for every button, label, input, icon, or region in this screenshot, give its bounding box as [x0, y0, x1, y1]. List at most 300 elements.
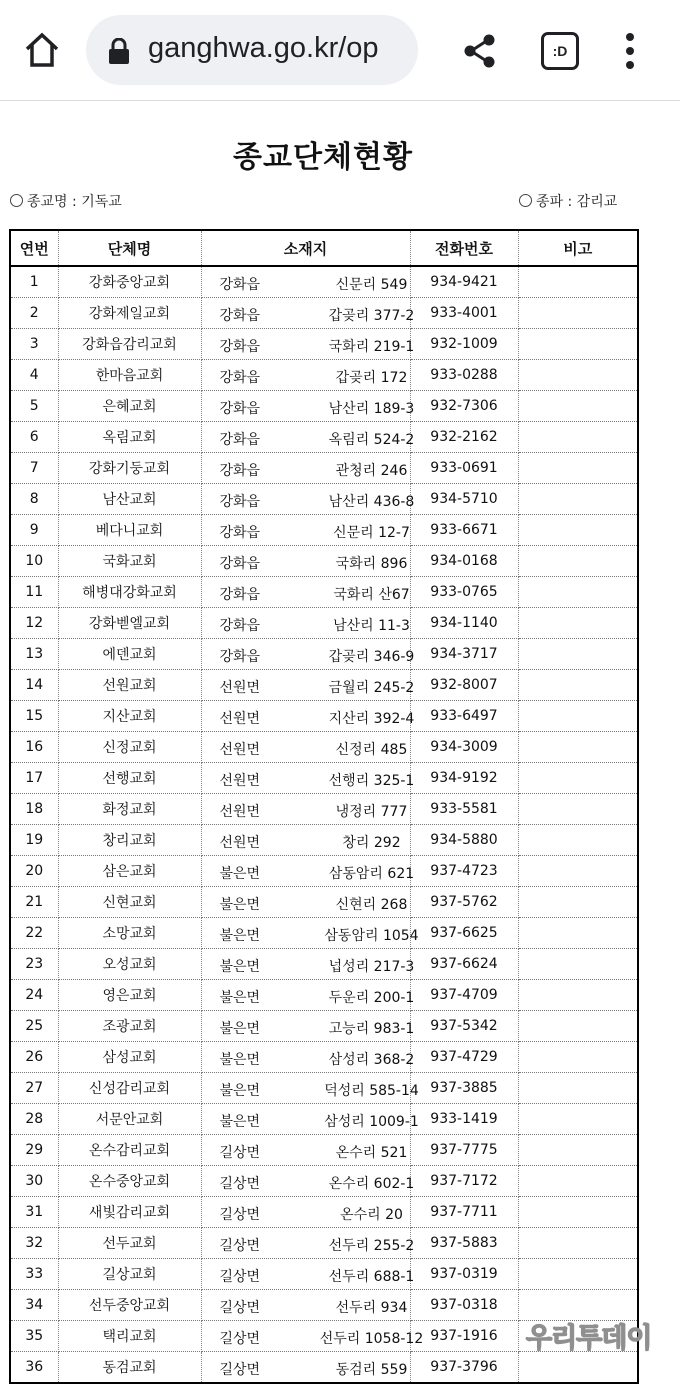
cell-address [201, 1228, 415, 1259]
address-town: 강화읍 [219, 587, 261, 603]
col-header-address: 소재지 [201, 230, 410, 266]
address-lot: 신문리 549 [335, 277, 408, 293]
cell-note [518, 546, 638, 577]
address-town: 길상면 [219, 1300, 261, 1316]
cell-church-name: 남산교회 [58, 484, 201, 515]
address-town: 불은면 [219, 990, 261, 1006]
cell-church-name: 국화교회 [58, 546, 201, 577]
cell-church-name: 선두중앙교회 [58, 1290, 201, 1321]
cell-number: 3 [10, 329, 58, 360]
address-town: 선원면 [219, 742, 261, 758]
address-town: 선원면 [219, 773, 261, 789]
cell-note [518, 484, 638, 515]
address-lot: 삼동암리 1054 [324, 928, 419, 944]
cell-note [518, 763, 638, 794]
cell-church-name: 창리교회 [58, 825, 201, 856]
cell-address [201, 329, 415, 360]
menu-dot [626, 33, 634, 41]
table-row [10, 1135, 638, 1166]
cell-address [201, 980, 415, 1011]
cell-note [518, 980, 638, 1011]
address-lot: 남산리 11-3 [333, 618, 410, 634]
menu-dot [626, 61, 634, 69]
table-row [10, 701, 638, 732]
cell-note [518, 794, 638, 825]
address-lot: 선두리 1058-12 [319, 1331, 424, 1347]
cell-note [518, 825, 638, 856]
cell-number: 12 [10, 608, 58, 639]
address-lot: 관청리 246 [335, 463, 408, 479]
address-town: 강화읍 [219, 277, 261, 293]
cell-address [201, 639, 415, 670]
table-row [10, 670, 638, 701]
cell-note [518, 266, 638, 298]
cell-note [518, 608, 638, 639]
cell-address [201, 391, 415, 422]
table-row [10, 422, 638, 453]
cell-church-name: 영은교회 [58, 980, 201, 1011]
cell-note [518, 391, 638, 422]
cell-phone: 932-1009 [410, 329, 518, 360]
table-row [10, 825, 638, 856]
cell-church-name: 조광교회 [58, 1011, 201, 1042]
table-row [10, 360, 638, 391]
cell-church-name: 강화중앙교회 [58, 266, 201, 298]
cell-phone: 934-5880 [410, 825, 518, 856]
cell-phone: 937-0318 [410, 1290, 518, 1321]
cell-number: 9 [10, 515, 58, 546]
table-row [10, 484, 638, 515]
cell-church-name: 베다니교회 [58, 515, 201, 546]
cell-phone: 933-0691 [410, 453, 518, 484]
address-lot: 신정리 485 [335, 742, 408, 758]
cell-number: 16 [10, 732, 58, 763]
table-header-row [10, 230, 638, 266]
share-icon[interactable] [462, 33, 498, 69]
cell-phone: 934-3717 [410, 639, 518, 670]
cell-phone: 934-3009 [410, 732, 518, 763]
address-town: 강화읍 [219, 463, 261, 479]
cell-number: 19 [10, 825, 58, 856]
cell-address [201, 825, 410, 856]
cell-number: 21 [10, 887, 58, 918]
address-town: 강화읍 [219, 649, 261, 665]
address-lot: 남산리 436-8 [328, 494, 415, 510]
address-town: 길상면 [219, 1176, 261, 1192]
radio-circle-icon [519, 194, 532, 207]
cell-phone: 937-4723 [410, 856, 518, 887]
address-town: 선원면 [219, 804, 261, 820]
cell-phone: 937-6625 [410, 918, 518, 949]
cell-note [518, 918, 638, 949]
cell-phone: 933-5581 [410, 794, 518, 825]
cell-address [201, 856, 415, 887]
cell-address [201, 1259, 415, 1290]
table-row [10, 1228, 638, 1259]
table-row [10, 763, 638, 794]
cell-note [518, 639, 638, 670]
table-row [10, 1166, 638, 1197]
cell-church-name: 강화기둥교회 [58, 453, 201, 484]
lock-icon[interactable] [108, 38, 130, 64]
table-row [10, 856, 638, 887]
cell-church-name: 삼성교회 [58, 1042, 201, 1073]
cell-church-name: 한마음교회 [58, 360, 201, 391]
cell-church-name: 신성감리교회 [58, 1073, 201, 1104]
address-lot: 온수리 20 [340, 1207, 403, 1223]
address-town: 강화읍 [219, 432, 261, 448]
address-town: 선원면 [219, 680, 261, 696]
table-row [10, 391, 638, 422]
address-lot: 넙성리 217-3 [328, 959, 415, 975]
cell-note [518, 1104, 638, 1135]
cell-address [201, 577, 410, 608]
cell-note [518, 1011, 638, 1042]
cell-phone: 937-5342 [410, 1011, 518, 1042]
address-lot: 선두리 255-2 [328, 1238, 415, 1254]
cell-number: 13 [10, 639, 58, 670]
cell-note [518, 1135, 638, 1166]
address-town: 강화읍 [219, 401, 261, 417]
cell-number: 5 [10, 391, 58, 422]
table-row [10, 732, 638, 763]
col-header-note: 비고 [518, 230, 638, 266]
col-header-name: 단체명 [58, 230, 201, 266]
address-town: 불은면 [219, 1114, 261, 1130]
cell-church-name: 택리교회 [58, 1321, 201, 1352]
cell-phone: 937-1916 [410, 1321, 518, 1352]
address-lot: 삼성리 1009-1 [324, 1114, 419, 1130]
cell-address [201, 1104, 419, 1135]
cell-address [201, 732, 410, 763]
cell-phone: 937-7172 [410, 1166, 518, 1197]
cell-phone: 937-4729 [410, 1042, 518, 1073]
cell-phone: 937-6624 [410, 949, 518, 980]
cell-church-name: 새빛감리교회 [58, 1197, 201, 1228]
cell-church-name: 강화읍감리교회 [58, 329, 201, 360]
cell-church-name: 오성교회 [58, 949, 201, 980]
cell-number: 27 [10, 1073, 58, 1104]
cell-phone: 937-4709 [410, 980, 518, 1011]
cell-phone: 937-0319 [410, 1259, 518, 1290]
cell-address [201, 266, 410, 298]
address-town: 선원면 [219, 835, 261, 851]
filter-denomination [519, 191, 617, 211]
address-lot: 국화리 896 [335, 556, 408, 572]
cell-phone: 937-3885 [410, 1073, 518, 1104]
cell-number: 17 [10, 763, 58, 794]
cell-number: 32 [10, 1228, 58, 1259]
cell-church-name: 서문안교회 [58, 1104, 201, 1135]
cell-number: 4 [10, 360, 58, 391]
cell-number: 18 [10, 794, 58, 825]
cell-number: 34 [10, 1290, 58, 1321]
cell-number: 11 [10, 577, 58, 608]
cell-number: 6 [10, 422, 58, 453]
church-directory-table [9, 229, 639, 1384]
cell-note [518, 298, 638, 329]
cell-note [518, 329, 638, 360]
cell-number: 1 [10, 266, 58, 298]
address-town: 길상면 [219, 1331, 261, 1347]
address-lot: 남산리 189-3 [328, 401, 415, 417]
table-row [10, 1259, 638, 1290]
cell-phone: 932-2162 [410, 422, 518, 453]
cell-church-name: 소망교회 [58, 918, 201, 949]
address-town: 강화읍 [219, 525, 261, 541]
cell-phone: 932-8007 [410, 670, 518, 701]
cell-note [518, 1352, 638, 1384]
url-text[interactable]: ganghwa.go.kr/op [148, 32, 379, 64]
address-lot: 창리 292 [342, 835, 401, 851]
address-lot: 동검리 559 [335, 1362, 408, 1378]
address-town: 길상면 [219, 1238, 261, 1254]
cell-number: 10 [10, 546, 58, 577]
cell-church-name: 화정교회 [58, 794, 201, 825]
cell-address [201, 887, 410, 918]
browser-toolbar [0, 0, 680, 101]
cell-church-name: 해병대강화교회 [58, 577, 201, 608]
cell-address [201, 794, 410, 825]
cell-number: 36 [10, 1352, 58, 1384]
cell-address [201, 608, 410, 639]
address-town: 선원면 [219, 711, 261, 727]
cell-number: 8 [10, 484, 58, 515]
address-town: 길상면 [219, 1145, 261, 1161]
table-row [10, 1042, 638, 1073]
cell-note [518, 1166, 638, 1197]
cell-church-name: 동검교회 [58, 1352, 201, 1384]
address-lot: 금월리 245-2 [328, 680, 415, 696]
address-town: 불은면 [219, 866, 261, 882]
cell-church-name: 지산교회 [58, 701, 201, 732]
cell-note [518, 887, 638, 918]
cell-address [201, 1135, 410, 1166]
cell-number: 31 [10, 1197, 58, 1228]
table-row [10, 1197, 638, 1228]
cell-address [201, 422, 415, 453]
address-lot: 선두리 934 [335, 1300, 408, 1316]
cell-note [518, 453, 638, 484]
address-lot: 옥림리 524-2 [328, 432, 415, 448]
cell-number: 15 [10, 701, 58, 732]
cell-number: 35 [10, 1321, 58, 1352]
cell-church-name: 온수중앙교회 [58, 1166, 201, 1197]
cell-number: 20 [10, 856, 58, 887]
cell-church-name: 강화벧엘교회 [58, 608, 201, 639]
table-row [10, 1104, 638, 1135]
address-town: 길상면 [219, 1207, 261, 1223]
cell-number: 26 [10, 1042, 58, 1073]
table-row [10, 608, 638, 639]
cell-phone: 934-9192 [410, 763, 518, 794]
cell-phone: 933-1419 [410, 1104, 518, 1135]
cell-note [518, 670, 638, 701]
cell-phone: 937-5883 [410, 1228, 518, 1259]
cell-address [201, 515, 410, 546]
cell-number: 30 [10, 1166, 58, 1197]
more-vert-icon[interactable] [622, 33, 638, 69]
address-lot: 냉정리 777 [335, 804, 408, 820]
cell-address [201, 546, 410, 577]
address-lot: 삼성리 368-2 [328, 1052, 415, 1068]
address-town: 강화읍 [219, 370, 261, 386]
table-row [10, 266, 638, 298]
address-town: 불은면 [219, 1021, 261, 1037]
table-row [10, 1073, 638, 1104]
tab-switcher-icon[interactable] [541, 32, 579, 70]
cell-number: 14 [10, 670, 58, 701]
page-title: 종교단체현황 [233, 140, 413, 175]
address-town: 강화읍 [219, 339, 261, 355]
filter-religion-label: 종교명 : 기독교 [27, 194, 122, 210]
cell-phone: 933-4001 [410, 298, 518, 329]
cell-note [518, 577, 638, 608]
cell-note [518, 1042, 638, 1073]
tab-switcher-label: :D [541, 32, 579, 70]
cell-address [201, 1166, 415, 1197]
cell-note [518, 1197, 638, 1228]
cell-note [518, 515, 638, 546]
cell-address [201, 360, 410, 391]
address-lot: 신현리 268 [335, 897, 408, 913]
url-bar[interactable] [86, 15, 418, 85]
cell-note [518, 1259, 638, 1290]
table-row [10, 577, 638, 608]
address-town: 불은면 [219, 959, 261, 975]
address-lot: 국화리 산67 [333, 587, 410, 603]
cell-note [518, 360, 638, 391]
address-lot: 삼동암리 621 [328, 866, 415, 882]
cell-number: 25 [10, 1011, 58, 1042]
table-row [10, 298, 638, 329]
table-row [10, 918, 638, 949]
cell-address [201, 949, 415, 980]
table-row [10, 1011, 638, 1042]
cell-address [201, 1290, 410, 1321]
table-row [10, 329, 638, 360]
cell-address [201, 1321, 424, 1352]
address-lot: 덕성리 585-14 [324, 1083, 419, 1099]
cell-note [518, 949, 638, 980]
address-lot: 국화리 219-1 [328, 339, 415, 355]
cell-note [518, 732, 638, 763]
watermark-logo: 우리투데이 [526, 1323, 652, 1354]
table-row [10, 949, 638, 980]
filter-religion [10, 191, 122, 211]
cell-phone: 934-1140 [410, 608, 518, 639]
cell-number: 33 [10, 1259, 58, 1290]
radio-circle-icon [10, 194, 23, 207]
cell-phone: 933-6497 [410, 701, 518, 732]
address-lot: 갑곶리 172 [335, 370, 408, 386]
cell-address [201, 701, 415, 732]
cell-number: 23 [10, 949, 58, 980]
cell-address [201, 1197, 410, 1228]
cell-church-name: 선원교회 [58, 670, 201, 701]
cell-church-name: 신현교회 [58, 887, 201, 918]
cell-church-name: 은혜교회 [58, 391, 201, 422]
address-town: 강화읍 [219, 494, 261, 510]
table-row [10, 639, 638, 670]
filter-denomination-label: 종파 : 감리교 [536, 194, 618, 210]
address-town: 불은면 [219, 928, 261, 944]
table-body [10, 266, 638, 1383]
cell-address [201, 918, 419, 949]
cell-number: 28 [10, 1104, 58, 1135]
address-lot: 지산리 392-4 [328, 711, 415, 727]
address-lot: 고능리 983-1 [328, 1021, 415, 1037]
address-lot: 선두리 688-1 [328, 1269, 415, 1285]
cell-address [201, 1042, 415, 1073]
cell-address [201, 1352, 410, 1384]
cell-phone: 933-0288 [410, 360, 518, 391]
cell-phone: 933-6671 [410, 515, 518, 546]
table-row [10, 1352, 638, 1384]
cell-address [201, 453, 410, 484]
address-lot: 갑곶리 346-9 [328, 649, 415, 665]
cell-church-name: 온수감리교회 [58, 1135, 201, 1166]
cell-address [201, 298, 415, 329]
cell-phone: 937-7711 [410, 1197, 518, 1228]
cell-church-name: 강화제일교회 [58, 298, 201, 329]
table-row [10, 887, 638, 918]
cell-church-name: 길상교회 [58, 1259, 201, 1290]
cell-number: 24 [10, 980, 58, 1011]
table-row [10, 794, 638, 825]
cell-church-name: 삼은교회 [58, 856, 201, 887]
cell-address [201, 763, 415, 794]
cell-phone: 933-0765 [410, 577, 518, 608]
cell-note [518, 1228, 638, 1259]
cell-phone: 934-9421 [410, 266, 518, 298]
address-lot: 선행리 325-1 [328, 773, 415, 789]
cell-note [518, 701, 638, 732]
cell-church-name: 선행교회 [58, 763, 201, 794]
cell-address [201, 484, 415, 515]
cell-phone: 937-7775 [410, 1135, 518, 1166]
address-town: 길상면 [219, 1362, 261, 1378]
cell-number: 2 [10, 298, 58, 329]
cell-phone: 934-0168 [410, 546, 518, 577]
menu-dot [626, 47, 634, 55]
address-town: 강화읍 [219, 556, 261, 572]
address-lot: 두운리 200-1 [328, 990, 415, 1006]
home-icon[interactable] [22, 30, 62, 70]
address-town: 불은면 [219, 1083, 261, 1099]
cell-phone: 932-7306 [410, 391, 518, 422]
address-town: 강화읍 [219, 618, 261, 634]
cell-address [201, 670, 415, 701]
col-header-no: 연번 [10, 230, 58, 266]
address-lot: 갑곶리 377-2 [328, 308, 415, 324]
cell-phone: 934-5710 [410, 484, 518, 515]
table-row [10, 453, 638, 484]
cell-church-name: 신정교회 [58, 732, 201, 763]
cell-church-name: 선두교회 [58, 1228, 201, 1259]
address-lot: 신문리 12-7 [333, 525, 410, 541]
cell-church-name: 에덴교회 [58, 639, 201, 670]
cell-address [201, 1011, 415, 1042]
cell-phone: 937-5762 [410, 887, 518, 918]
cell-church-name: 옥림교회 [58, 422, 201, 453]
cell-note [518, 856, 638, 887]
table-row [10, 546, 638, 577]
cell-phone: 937-3796 [410, 1352, 518, 1384]
cell-note [518, 1073, 638, 1104]
address-lot: 온수리 602-1 [328, 1176, 415, 1192]
address-town: 강화읍 [219, 308, 261, 324]
